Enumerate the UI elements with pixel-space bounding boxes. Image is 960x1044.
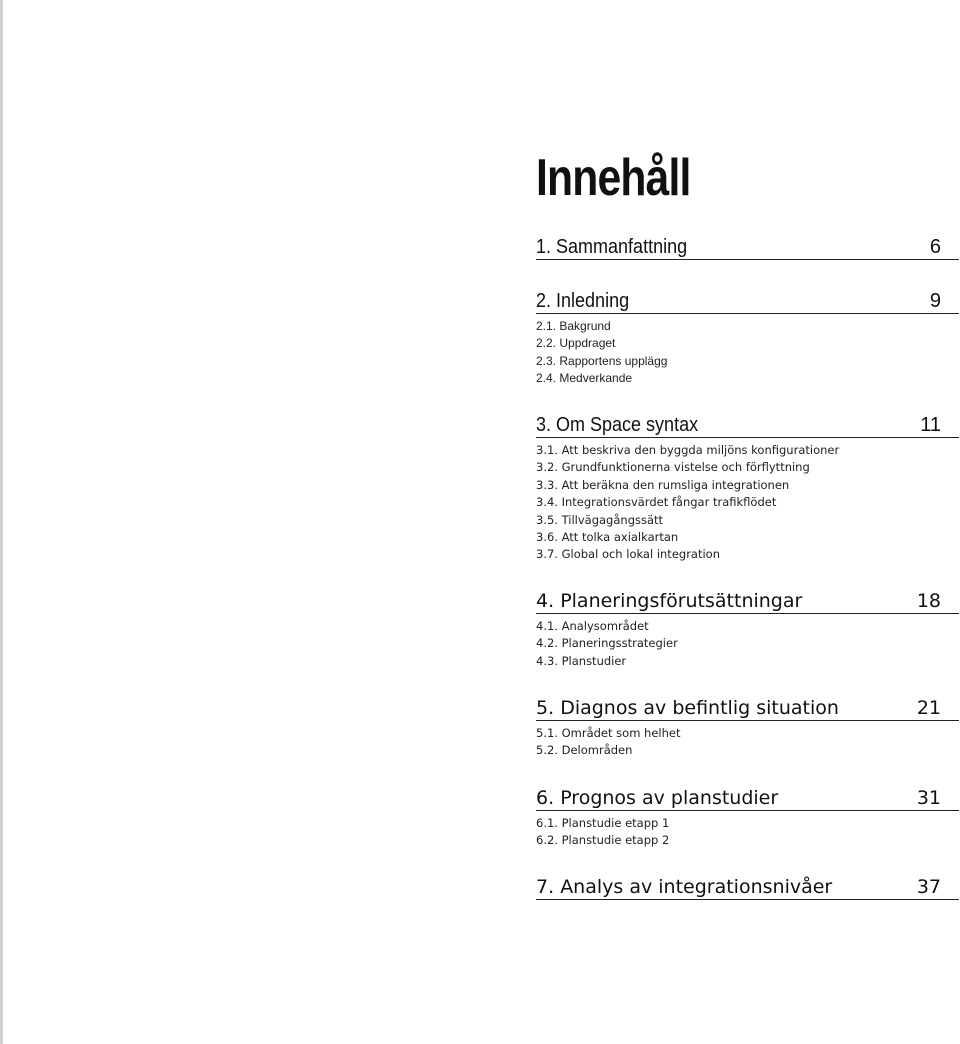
toc-subsection[interactable]: 4.3. Planstudier	[536, 653, 627, 668]
toc-chapter-4[interactable]	[536, 589, 959, 670]
chapter-page-number: 6	[929, 236, 941, 258]
page-edge	[0, 0, 3, 1044]
toc-subsection[interactable]: 3.5. Tillvägagångssätt	[536, 512, 664, 527]
toc-subsection[interactable]: 6.1. Planstudie etapp 1	[536, 816, 670, 830]
toc-subsection[interactable]: 2.1. Bakgrund	[536, 319, 611, 333]
chapter-title: 1. Sammanfattning	[536, 236, 688, 258]
toc-subsection[interactable]: 3.6. Att tolka axialkartan	[536, 530, 679, 545]
toc-subsection[interactable]: 2.4. Medverkande	[536, 371, 633, 386]
toc-subsection[interactable]: 4.1. Analysområdet	[536, 619, 649, 633]
toc-subsection[interactable]: 5.1. Området som helhet	[536, 726, 681, 740]
chapter-title: 3. Om Space syntax	[536, 414, 699, 436]
chapter-heading	[536, 289, 959, 314]
page-title: Innehåll	[536, 149, 691, 207]
chapter-page-number: 9	[929, 290, 941, 312]
chapter-title: 5. Diagnos av befintlig situation	[536, 697, 839, 719]
toc-subsection[interactable]: 3.1. Att beskriva den byggda miljöns konfigurationer	[536, 443, 840, 457]
subsection-list	[536, 442, 959, 564]
toc-subsection[interactable]: 3.3. Att beräkna den rumsliga integrationen	[536, 477, 790, 492]
chapter-title: 4. Planeringsförutsättningar	[536, 590, 803, 612]
toc-subsection[interactable]: 3.4. Integrationsvärdet fångar trafikflödet	[536, 495, 777, 510]
toc-subsection[interactable]: 4.2. Planeringsstrategier	[536, 636, 678, 651]
subsection-list	[536, 618, 959, 670]
toc-subsection[interactable]: 5.2. Delområden	[536, 743, 633, 758]
chapter-title: 7. Analys av integrationsnivåer	[536, 876, 833, 898]
toc-chapter-3[interactable]	[536, 413, 959, 564]
chapter-page-number: 11	[920, 414, 941, 436]
chapter-title: 2. Inledning	[536, 290, 630, 312]
chapter-heading	[536, 696, 959, 721]
toc-subsection[interactable]: 3.7. Global och lokal integration	[536, 547, 720, 562]
subsection-list	[536, 725, 959, 760]
toc-chapter-2[interactable]	[536, 289, 959, 388]
chapter-page-number: 31	[916, 787, 941, 809]
toc-subsection[interactable]: 2.2. Uppdraget	[536, 336, 616, 351]
subsection-list	[536, 815, 959, 850]
toc-chapter-6[interactable]	[536, 786, 959, 850]
toc-chapter-5[interactable]	[536, 696, 959, 760]
chapter-page-number: 37	[916, 876, 941, 898]
toc-chapter-7[interactable]	[536, 875, 959, 900]
chapter-heading	[536, 413, 959, 438]
chapter-heading	[536, 875, 959, 900]
chapter-heading	[536, 235, 959, 260]
toc-subsection[interactable]: 6.2. Planstudie etapp 2	[536, 833, 670, 848]
chapter-heading	[536, 589, 959, 614]
chapter-page-number: 18	[916, 590, 941, 612]
chapter-page-number: 21	[916, 697, 941, 719]
toc-subsection[interactable]: 3.2. Grundfunktionerna vistelse och förflyttning	[536, 460, 810, 475]
chapter-heading	[536, 786, 959, 811]
chapter-title: 6. Prognos av planstudier	[536, 787, 779, 809]
subsection-list	[536, 318, 959, 388]
toc-subsection[interactable]: 2.3. Rapportens upplägg	[536, 353, 668, 368]
toc-chapter-1[interactable]	[536, 235, 959, 260]
